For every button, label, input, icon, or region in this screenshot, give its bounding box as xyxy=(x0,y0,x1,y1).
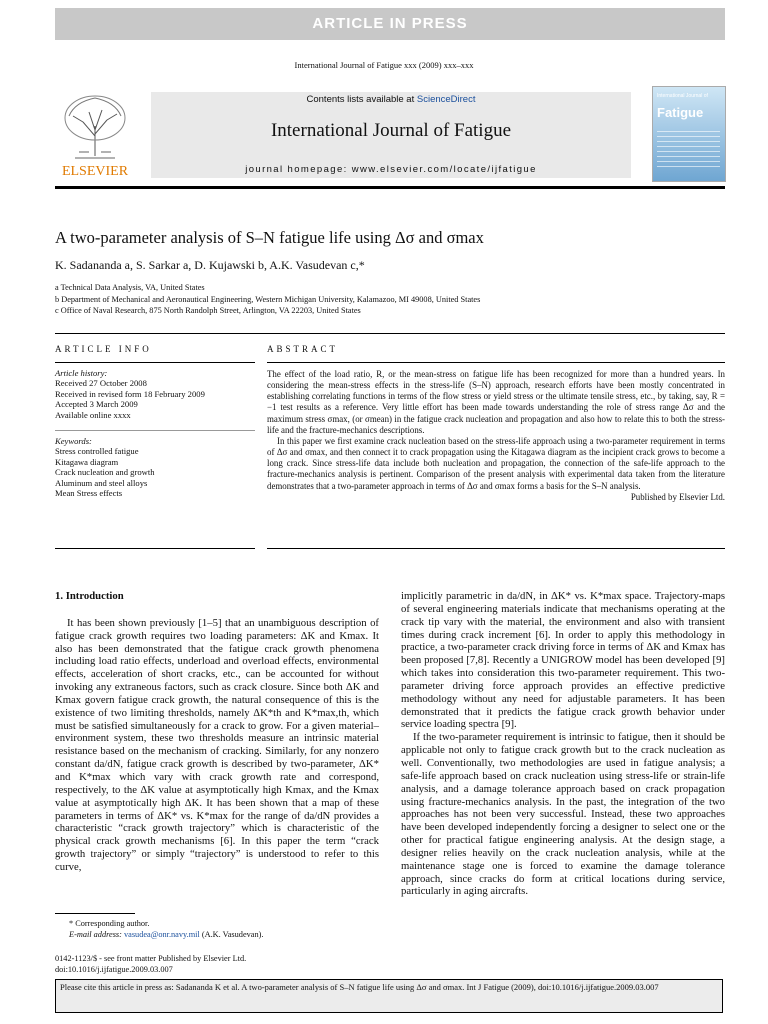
header-rule xyxy=(55,186,725,189)
body-paragraph: If the two-parameter requirement is intrinsic to fatigue, then it should be applicable not only to fatigue crack growth but to the crack nucleation as well. Conventionally, two methodologies are used in fatigue analysis; a safe-life approach based on crack nucleation using stress-life or strain-life analysis, and a damage tolerance approach based on crack propagation using fracture-mechanics analysis. In the past, the integration of the two approaches has not been very successful. Instead, these two approaches have been developed independently forcing a designer to select one or the other for practical fatigue engineering analysis. At the design stage, a designer relies heavily on the crack nucleation analysis, while at the maintenance stage one is forced to examine the damage tolerance approach, since cracks do form at critical locations during service, particularly in aging aircrafts. xyxy=(401,731,725,898)
email-link[interactable]: vasudea@onr.navy.mil xyxy=(124,930,200,939)
article-history xyxy=(55,368,255,420)
sciencedirect-link[interactable]: ScienceDirect xyxy=(416,94,476,105)
body-paragraph: It has been shown previously [1–5] that an unambiguous description of fatigue crack growth requires two loading parameters: ΔK and Kmax. It also has been demonstrated that the fatigue crack growth phenomena including load ratio effects, underload and overload effects, environmental effects, acceleration of short cracks, etc., can be accounted for without invoking any extraneous factors, such as crack closure. Since both ΔK and Kmax govern fatigue crack growth, the natural consequence of this is the existence of two limiting thresholds, namely ΔK*th and K*max,th, which must be satisfied simultaneously for a crack to grow. For a given material–environment system, these two thresholds measure an intrinsic material resistance based on the mechanism of cracking. Similarly, for any nonzero constant da/dN, fatigue crack growth is described by two-parameter, ΔK* and K*max which vary with crack growth rate and correspond, respectively, to the ΔK value at asymptotically high Kmax, and the Kmax value at asymptotically high ΔK. It has been shown that a map of these parameters in terms of ΔK* vs. K*max for the range of da/dN provides a characteristic “crack growth trajectory” which is characteristic of the physical crack growth mechanisms [6]. In this paper the term “crack growth trajectory” or simply “trajectory” is understood to refer to this curve, xyxy=(55,616,379,873)
article-info-heading: ARTICLE INFO xyxy=(55,344,152,354)
doi-line: doi:10.1016/j.ijfatigue.2009.03.007 xyxy=(55,965,173,974)
article-in-press-banner: ARTICLE IN PRESS xyxy=(55,8,725,40)
journal-cover-image xyxy=(652,86,726,182)
article-info-rule xyxy=(55,362,255,363)
history-label: Article history: xyxy=(55,368,108,378)
keyword-item: Mean Stress effects xyxy=(55,488,123,499)
contents-line xyxy=(151,94,631,105)
history-online: Available online xxxx xyxy=(55,409,131,420)
journal-header xyxy=(55,86,725,186)
issn-line: 0142-1123/$ - see front matter Published by Elsevier Ltd. xyxy=(55,954,247,963)
article-info-bottom-rule xyxy=(55,548,255,549)
publisher-name: ELSEVIER xyxy=(61,164,129,179)
affiliation-a: a Technical Data Analysis, VA, United States xyxy=(55,283,205,292)
abstract-rule xyxy=(267,362,725,363)
section-rule xyxy=(55,333,725,334)
journal-homepage[interactable]: journal homepage: www.elsevier.com/locate/ijfatigue xyxy=(245,164,537,175)
footnote xyxy=(55,918,379,940)
corresponding-author-note: * Corresponding author. xyxy=(69,919,150,928)
authors: K. Sadananda a, S. Sarkar a, D. Kujawski b, A.K. Vasudevan c,* xyxy=(55,258,365,272)
abstract-text xyxy=(267,369,725,503)
affiliation-b: b Department of Mechanical and Aeronautical Engineering, Western Michigan University, Kalamazoo, MI 49008, United States xyxy=(55,294,481,304)
email-name: (A.K. Vasudevan). xyxy=(199,930,264,939)
keyword-item: Aluminum and steel alloys xyxy=(55,477,148,488)
contents-prefix: Contents lists available at xyxy=(306,94,417,105)
abstract-bottom-rule xyxy=(267,548,725,549)
citation-box: Please cite this article in press as: Sadananda K et al. A two-parameter analysis of S–N fatigue life using Δσ and σmax. Int J Fatigue (2009), doi:10.1016/j.ijfatigue.2009.03.007 xyxy=(55,979,723,1013)
header-center-panel xyxy=(151,92,631,178)
keyword-item: Stress controlled fatigue xyxy=(55,446,139,457)
email-label: E-mail address: xyxy=(69,930,124,939)
introduction-heading: 1. Introduction xyxy=(55,590,124,602)
keywords xyxy=(55,436,255,498)
cover-text-lines xyxy=(657,131,720,171)
cover-title: Fatigue xyxy=(657,105,704,120)
journal-name: International Journal of Fatigue xyxy=(270,120,512,141)
abstract-paragraph-1: The effect of the load ratio, R, or the mean-stress on fatigue life has been recognized for more than a hundred years. In considering the mean-stress effects in the stress-life (S–N) approach, research efforts have been mostly concentrated in establishing correlating functions in terms of the flow stress or yield stress or the ultimate tensile stress, etc., by taking, say, R = −1 test results as a reference. Very little effort has been made towards understanding the role of stress range Δσ and the maximum stress σmax, (or σmean) in the fatigue crack nucleation and propagation and also how to relate this to both the stress-life and the fracture-mechanics descriptions. xyxy=(267,369,725,435)
affiliation-c: c Office of Naval Research, 875 North Randolph Street, Arlington, VA 22203, United States xyxy=(55,306,361,315)
history-received: Received 27 October 2008 xyxy=(55,378,147,389)
elsevier-logo xyxy=(55,86,135,182)
keyword-item: Kitagawa diagram xyxy=(55,456,119,467)
published-by: Published by Elsevier Ltd. xyxy=(630,491,725,502)
history-revised: Received in revised form 18 February 2009 xyxy=(55,388,205,399)
body-column-right xyxy=(401,590,725,898)
body-paragraph: implicitly parametric in da/dN, in ΔK* vs. K*max space. Trajectory-maps of several engineering materials indicate that mechanisms operating at the crack tip vary with the material, the environment and also with transient times during crack increment [6]. In order to apply this methodology in practice, a two-parameter crack driving force in terms of ΔK and Kmax has been proposed [7,8]. Recently a UNIGROW model has been developed [9] which takes into consideration this two-parameter requirement. This two-parameter driving force approach provides an effective predictive methodology without any need for adjustable parameters. It has been demonstrated that it predicts the fatigue crack growth behavior under service loading spectra [9]. xyxy=(401,590,725,731)
abstract-heading: ABSTRACT xyxy=(267,344,339,354)
history-accepted: Accepted 3 March 2009 xyxy=(55,399,138,410)
footnote-rule xyxy=(55,913,135,914)
cover-subtitle: International Journal of xyxy=(657,93,708,99)
keyword-item: Crack nucleation and growth xyxy=(55,467,155,478)
journal-reference: International Journal of Fatigue xxx (2009) xxx–xxx xyxy=(294,60,474,70)
keywords-rule xyxy=(55,430,255,431)
email-line xyxy=(55,929,379,940)
keywords-label: Keywords: xyxy=(55,436,92,446)
issn-block xyxy=(55,953,455,975)
body-column-left xyxy=(55,590,379,874)
affiliations xyxy=(55,282,725,317)
article-title: A two-parameter analysis of S–N fatigue life using Δσ and σmax xyxy=(55,228,484,247)
abstract-paragraph-2: In this paper we first examine crack nucleation based on the stress-life approach using a two-parameter requirement in terms of Δσ and σmax, and then connect it to crack propagation using the Kitagawa diagram as the incipient crack grows to become a long crack. Since stress-life data include both nucleation and propagation, the connection of the safe-life approach to the fracture-mechanics analysis is pertinent. Comparison of the present analysis with experimental data taken from the literature demonstrates that a two-parameter approach in terms of Δσ and σmax forms a basis for the S–N analysis. xyxy=(267,435,725,491)
